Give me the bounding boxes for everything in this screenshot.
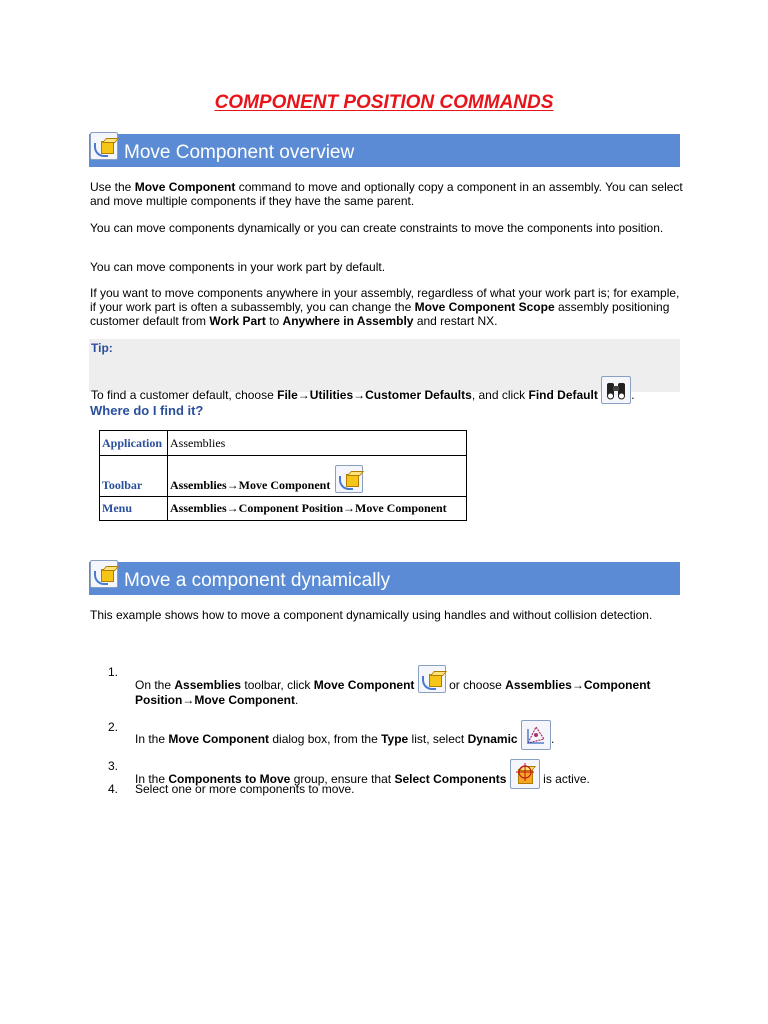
table-row [100, 456, 467, 497]
table-key: Application [100, 431, 168, 456]
table-key: Menu [100, 497, 168, 521]
location-table [99, 430, 467, 521]
section-heading: Move Component overview [124, 142, 355, 163]
overview-paragraph-1: Use the Move Component command to move and optionally copy a component in an assembly. You can select and move multiple components if they have the same parent. [90, 180, 683, 208]
table-row [100, 431, 467, 456]
page-title: COMPONENT POSITION COMMANDS [214, 92, 554, 113]
table-key: Toolbar [100, 456, 168, 497]
section-header-dynamic [89, 562, 680, 595]
move-component-icon [90, 560, 118, 588]
overview-paragraph-3: You can move components in your work part by default. [90, 260, 386, 274]
table-value: Assemblies→Move Component [168, 456, 467, 497]
step-item: 1. On the Assemblies toolbar, click Move Component or choose Assemblies→Component Position→Move Component. [108, 665, 651, 707]
binoculars-icon[interactable] [601, 376, 631, 404]
table-value: Assemblies→Component Position→Move Component [168, 497, 467, 521]
section-header-overview [89, 134, 680, 167]
move-component-icon [90, 132, 118, 160]
tip-heading: Tip: [91, 341, 113, 355]
dynamic-intro: This example shows how to move a component dynamically using handles and without collision detection. [90, 608, 653, 622]
overview-paragraph-2: You can move components dynamically or you can create constraints to move the components into position. [90, 221, 664, 235]
dynamic-type-icon[interactable] [521, 720, 551, 750]
move-component-icon[interactable] [335, 465, 363, 493]
tip-text: To find a customer default, choose File→Utilities→Customer Defaults, and click Find Default . [91, 376, 635, 404]
section-heading: Move a component dynamically [124, 570, 391, 591]
table-row [100, 497, 467, 521]
overview-paragraph-4: If you want to move components anywhere in your assembly, regardless of what your work part is; for example, if your work part is often a subassembly, you can change the Move Component Scope assembly positioning customer default from Work Part to Anywhere in Assembly and restart NX. [90, 286, 680, 328]
table-value: Assemblies [168, 431, 467, 456]
move-component-icon[interactable] [418, 665, 446, 693]
where-to-find-heading: Where do I find it? [90, 403, 204, 418]
